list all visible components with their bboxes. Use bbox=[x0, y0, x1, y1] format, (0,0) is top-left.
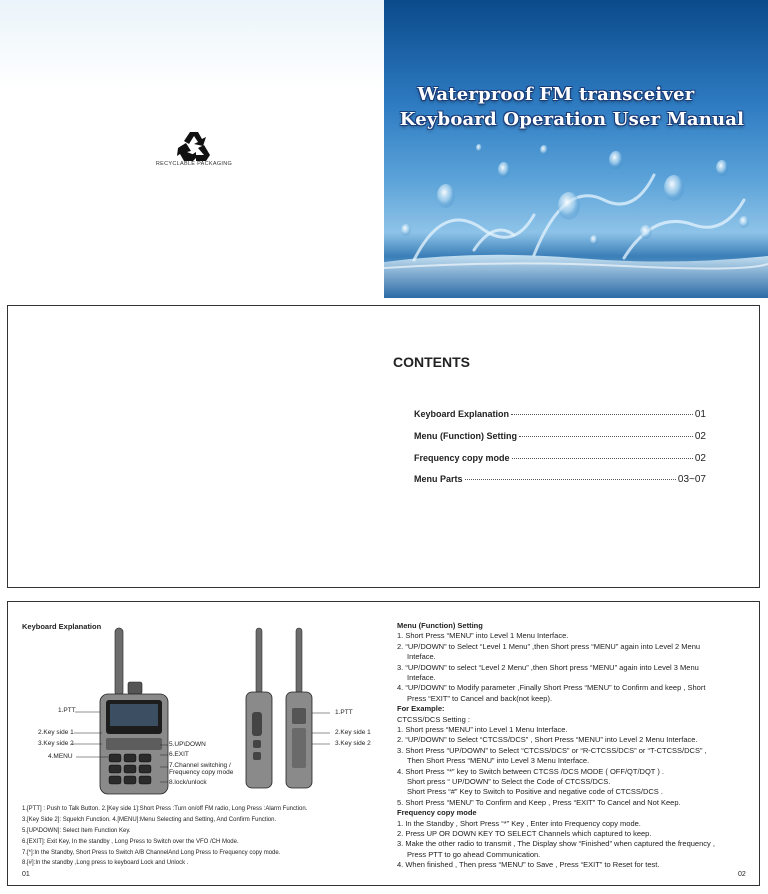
section-heading: Menu (Function) Setting bbox=[397, 621, 483, 630]
instruction-line: Short press “ UP/DOWN” to Select the Code of CTCSS/DCS. bbox=[407, 777, 611, 786]
callout-ptt: 1.PTT bbox=[58, 707, 76, 714]
contents-page bbox=[7, 305, 760, 588]
cover-title-line-1: Waterproof FM transceiver bbox=[417, 84, 695, 105]
section-heading: For Example: bbox=[397, 704, 445, 714]
instruction-line: 2. “UP/DOWN” to Select “CTCSS/DCS” , Short Press “MENU” into Level 2 Menu Interface. bbox=[397, 735, 698, 745]
callout-up-down: 5.UP\DOWN bbox=[169, 741, 206, 748]
toc-item-keyboard-explanation[interactable] bbox=[414, 409, 706, 423]
toc-item-menu-setting[interactable] bbox=[414, 431, 706, 445]
toc-page: 02 bbox=[694, 453, 706, 464]
instruction-line: 1. Short Press “MENU” into Level 1 Menu Interface. bbox=[397, 631, 569, 641]
keyboard-heading: Keyboard Explanation bbox=[22, 622, 102, 631]
instruction-line: 3. “UP/DOWN” to select “Level 2 Menu” ,then Short press “MENU” again into Level 3 Menu bbox=[397, 662, 699, 672]
instruction-line: Press “EXIT” to Cancel and back(not keep). bbox=[407, 693, 553, 703]
instruction-line: Press PTT to go ahead Communication. bbox=[407, 849, 541, 859]
toc-label: Keyboard Explanation bbox=[414, 409, 510, 419]
instruction-line: 2. “UP/DOWN” to Select “Level 1 Menu” ,then Short press “MENU” again into Level 2 Menu bbox=[397, 641, 701, 651]
callout-exit: 6.EXIT bbox=[169, 751, 189, 758]
instruction-line: 3. Short Press “UP/DOWN” to Select “CTCSS/DCS” or “R-CTCSS/DCS” or “T-CTCSS/DCS” , bbox=[397, 745, 707, 755]
water-splash-image bbox=[384, 0, 768, 298]
instruction-line: 5. Short Press “MENU” To Confirm and Keep , Press “EXIT” To Cancel and Not Keep. bbox=[397, 797, 681, 807]
contents-title: CONTENTS bbox=[393, 354, 470, 370]
toc-leader bbox=[519, 436, 693, 437]
instruction-line: Inteface. bbox=[407, 652, 436, 662]
toc-page: 02 bbox=[694, 431, 706, 442]
instruction-line: Inteface. bbox=[407, 673, 436, 682]
toc-page: 03~07 bbox=[677, 474, 706, 485]
toc-item-frequency-copy[interactable] bbox=[414, 453, 706, 467]
radio-side-illustrations bbox=[246, 628, 330, 788]
toc-leader bbox=[465, 479, 676, 480]
instruction-line: Then Short Press “MENU” into Level 3 Menu Interface. bbox=[407, 756, 590, 766]
toc-item-menu-parts[interactable] bbox=[414, 474, 706, 488]
kb-note: 3.[Key Side 2]: Squelch Function. 4.[MENU]:Menu Selecting and Setting, And Confirm Function. bbox=[22, 817, 277, 823]
radio-front-illustration bbox=[72, 628, 168, 794]
callout-channel-switching: 7.Channel switching / bbox=[169, 762, 231, 769]
instruction-line: 4. “UP/DOWN” to Modify parameter ,Finally Short Press “MENU” to Confirm and keep , Short bbox=[397, 683, 706, 693]
instruction-line: 4. Short Press “*” key to Switch between CTCSS /DCS MODE ( OFF/QT/DQT ) . bbox=[397, 766, 665, 776]
section-heading: Frequency copy mode bbox=[397, 808, 477, 818]
toc-label: Menu Parts bbox=[414, 474, 463, 484]
instruction-line: 3. Make the other radio to transmit , The Display show “Finished” when captured the frequency , bbox=[397, 839, 715, 849]
instruction-line: CTCSS/DCS Setting : bbox=[397, 714, 470, 724]
page-number-right: 02 bbox=[738, 871, 746, 878]
callout-frequency-copy: Frequency copy mode bbox=[169, 769, 234, 776]
callout-side-key-2: 3.Key side 2 bbox=[335, 740, 371, 747]
recycle-label: RECYCLABLE PACKAGING bbox=[155, 161, 233, 167]
instruction-line: 2. Press UP OR DOWN KEY TO SELECT Channels which captured to keep. bbox=[397, 829, 652, 838]
instruction-line: 4. When finished , Then press “MENU” to Save , Press “EXIT” to Reset for test. bbox=[397, 860, 660, 870]
instruction-line: 1. In the Standby , Short Press “*” Key , Enter into Frequency copy mode. bbox=[397, 818, 641, 828]
callout-menu: 4.MENU bbox=[48, 753, 73, 760]
cover-title-line-2: Keyboard Operation User Manual bbox=[399, 109, 745, 130]
recycle-icon bbox=[176, 130, 212, 164]
front-cover bbox=[384, 0, 768, 298]
toc-leader bbox=[512, 458, 693, 459]
instruction-line: Short Press “#” Key to Switch to Positive and negative code of CTCSS/DCS . bbox=[407, 787, 663, 797]
callout-key-side-2: 3.Key side 2 bbox=[38, 740, 74, 747]
callout-side-ptt: 1.PTT bbox=[335, 709, 353, 716]
callout-lock-unlock: 8.lock/unlock bbox=[169, 779, 207, 786]
kb-note: 6.[EXIT]: Exit Key, In the standby , Long Press to Switch over the VFO /CH Mode. bbox=[22, 839, 239, 845]
page-number-left: 01 bbox=[22, 871, 30, 878]
toc-label: Frequency copy mode bbox=[414, 453, 510, 463]
kb-note: 1.[PTT] : Push to Talk Button. 2.[Key side 1]:Short Press :Turn on/off FM radio, Long Press :Alarm Function. bbox=[22, 806, 308, 812]
toc-leader bbox=[511, 414, 693, 415]
kb-note: 8.[#]:In the standby ,Long press to keyboard Lock and Unlock . bbox=[22, 860, 189, 866]
toc-page: 01 bbox=[694, 409, 706, 420]
instruction-line: 1. Short press “MENU” into Level 1 Menu Interface. bbox=[397, 725, 568, 734]
kb-note: 5.[UP\DOWN]: Select Item Function Key. bbox=[22, 828, 131, 834]
toc-label: Menu (Function) Setting bbox=[414, 431, 517, 441]
callout-key-side-1: 2.Key side 1 bbox=[38, 729, 74, 736]
kb-note: 7.[*]:In the Standby, Short Press to Switch A/B ChannelAnd Long Press to Frequency copy mode. bbox=[22, 850, 281, 856]
callout-side-key-1: 2.Key side 1 bbox=[335, 729, 371, 736]
